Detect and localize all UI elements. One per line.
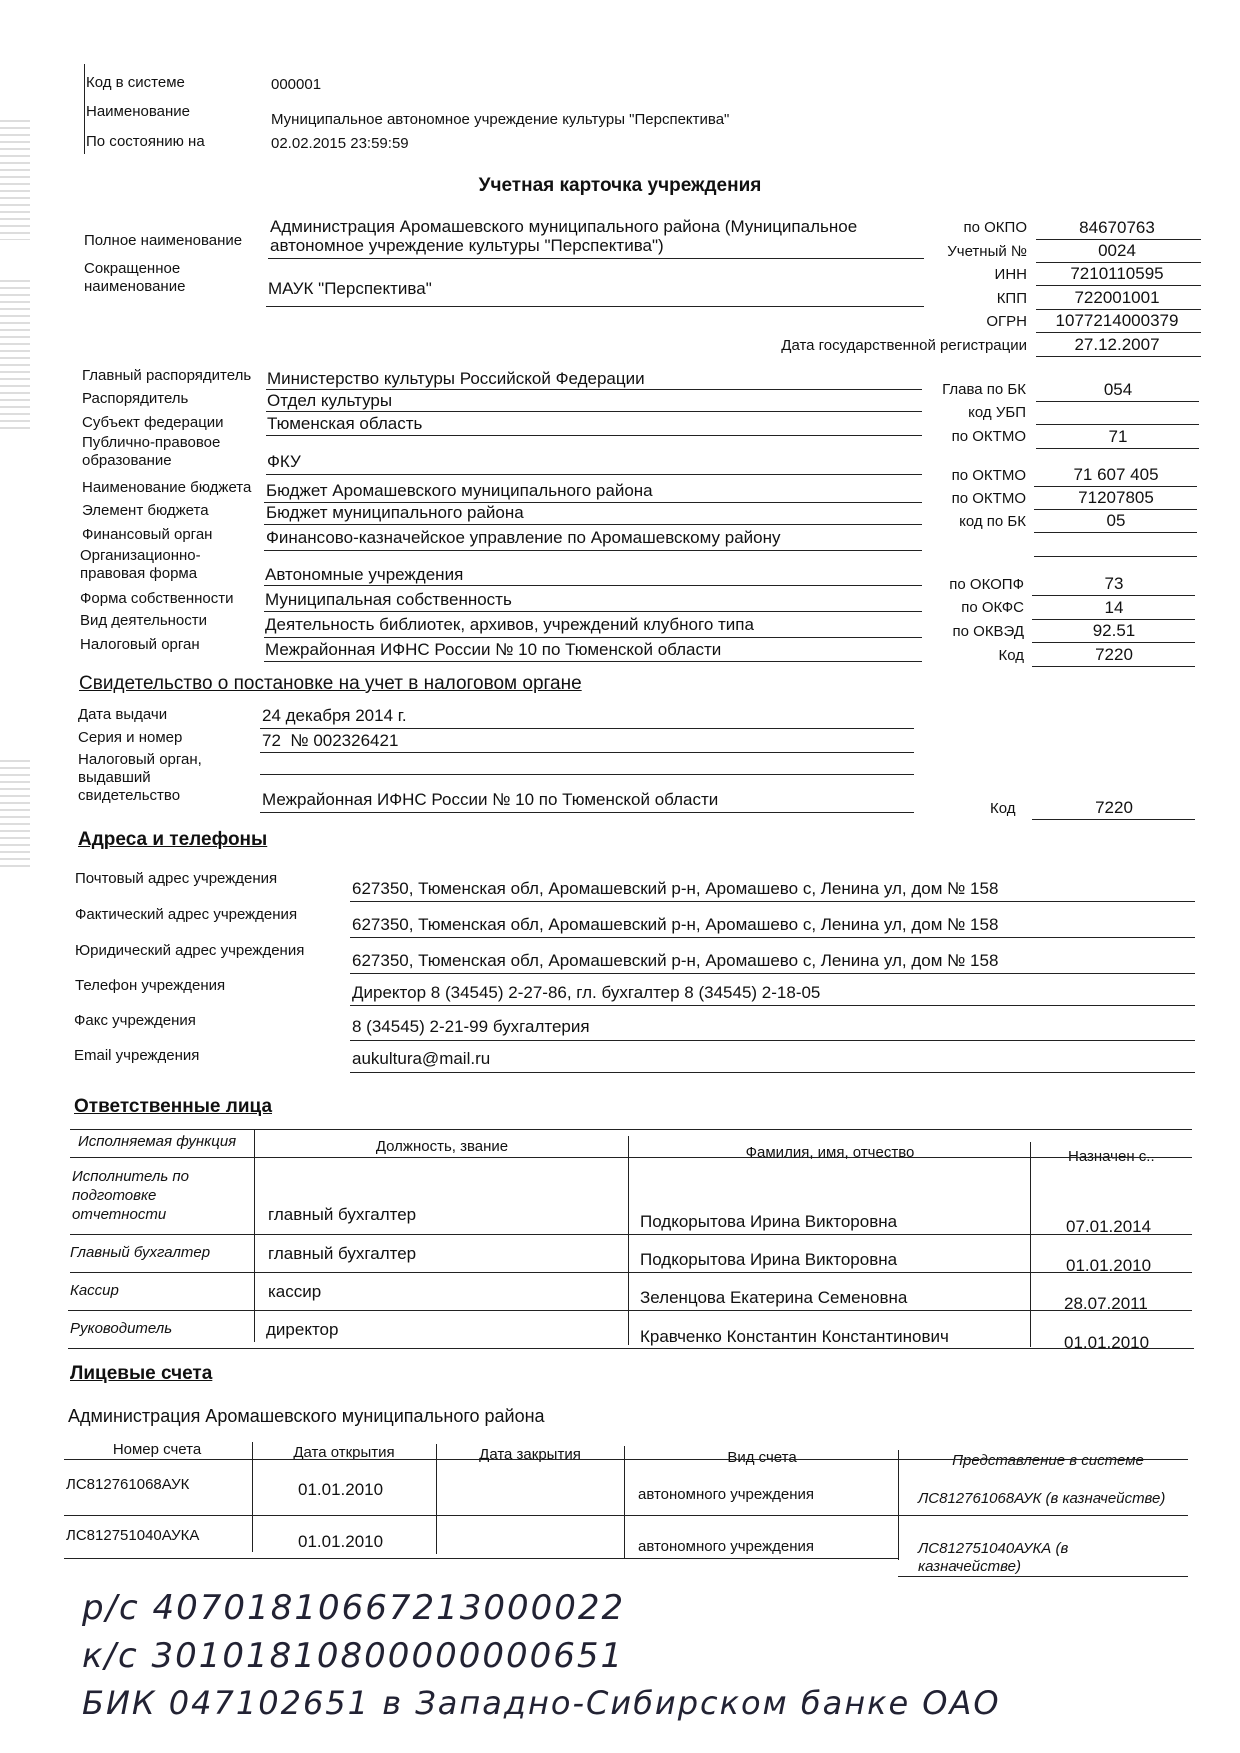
cert-date-value: 24 декабря 2014 г. (262, 706, 407, 725)
short-name-label-2: наименование (84, 278, 186, 295)
person-row3: Зеленцова Екатерина Семеновна (640, 1288, 908, 1307)
oktmo-2-value: 71 607 405 (1073, 465, 1159, 484)
phone-value: Директор 8 (34545) 2-27-86, гл. бухгалтер 8 (34545) 2-18-05 (352, 983, 821, 1002)
okfs-line (1032, 619, 1195, 620)
fax-label: Факс учреждения (74, 1012, 196, 1029)
accounts-heading: Лицевые счета (70, 1363, 213, 1384)
registration-date-value: 27.12.2007 (1074, 335, 1160, 354)
okfs-value: 14 (1104, 598, 1124, 617)
legal-form-label-2: правовая форма (80, 565, 198, 582)
responsible-col-sep-2 (628, 1136, 629, 1345)
kpp-label: КПП (996, 290, 1027, 307)
okfs-label: по ОКФС (961, 599, 1024, 616)
postal-address-value: 627350, Тюменская обл, Аромашевский р-н, Аромашево с, Ленина ул, дом № 158 (352, 879, 999, 898)
account-row2-opened: 01.01.2010 (298, 1532, 384, 1551)
chief-manager-label: Главный распорядитель (82, 367, 252, 384)
tax-code-line (1032, 666, 1195, 667)
responsible-row1-line (70, 1234, 1192, 1235)
email-line (350, 1072, 1195, 1073)
public-entity-label: Публично-правовое (82, 434, 221, 451)
public-entity-value: ФКУ (267, 452, 301, 471)
ubp-label: код УБП (968, 404, 1026, 421)
accounts-col-sep-4 (898, 1450, 899, 1560)
full-name-label: Полное наименование (84, 232, 243, 249)
cert-issuer-label-2: выдавший (78, 769, 151, 786)
short-name-label: Сокращенное (84, 260, 181, 277)
public-entity-label-2: образование (82, 452, 172, 469)
addresses-heading: Адреса и телефоны (78, 829, 268, 850)
col-person: Фамилия, имя, отчество (745, 1144, 915, 1161)
short-name-underline (266, 306, 924, 307)
cert-date-line (260, 728, 914, 729)
subject-label: Субъект федерации (82, 414, 224, 431)
manager-value: Отдел культуры (267, 391, 393, 410)
ubp-line (1036, 424, 1199, 425)
email-value[interactable]: aukultura@mail.ru (352, 1049, 491, 1068)
fax-value: 8 (34545) 2-21-99 бухгалтерия (352, 1017, 590, 1036)
fax-line (350, 1040, 1195, 1041)
inn-label: ИНН (994, 266, 1027, 283)
code-label: Код в системе (86, 74, 185, 91)
cert-code-label: Код (990, 800, 1016, 817)
activity-line (264, 637, 922, 638)
tax-authority-label: Налоговый орган (80, 636, 200, 653)
account-row1-number: ЛС812761068АУК (66, 1476, 190, 1493)
person-row4: Кравченко Константин Константинович (640, 1327, 949, 1346)
account-row2-repr-line2: казначействе) (918, 1558, 1021, 1575)
budget-name-label: Наименование бюджета (82, 479, 252, 496)
since-row2: 01.01.2010 (1066, 1256, 1152, 1275)
responsible-table-top (70, 1129, 1192, 1130)
inn-value: 7210110595 (1070, 264, 1164, 283)
inn-line (1036, 285, 1201, 286)
accounts-header-line (64, 1459, 1188, 1460)
bk-code-value: 05 (1106, 511, 1126, 530)
accounts-col-sep-2 (436, 1444, 437, 1554)
short-name-value: МАУК "Перспектива" (268, 279, 432, 298)
function-row3: Кассир (70, 1282, 119, 1299)
postal-address-label: Почтовый адрес учреждения (75, 870, 278, 887)
actual-address-label: Фактический адрес учреждения (75, 906, 298, 923)
responsible-header-line (70, 1157, 1192, 1158)
subject-value: Тюменская область (267, 414, 423, 433)
cert-issuer-line-top (260, 774, 914, 775)
tax-authority-value: Межрайонная ИФНС России № 10 по Тюменской области (265, 640, 722, 659)
activity-label: Вид деятельности (80, 612, 208, 629)
responsible-col-sep-3 (1030, 1142, 1031, 1347)
oktmo-1-value: 71 (1108, 427, 1128, 446)
ogrn-label: ОГРН (986, 313, 1027, 330)
accounts-row2-line (64, 1558, 898, 1559)
tax-code-label: Код (998, 647, 1024, 664)
col-open-date: Дата открытия (293, 1444, 395, 1461)
scan-artifact (0, 280, 30, 430)
name-value: Муниципальное автономное учреждение культуры "Перспектива" (271, 111, 730, 128)
scan-artifact (0, 760, 30, 870)
ownership-label: Форма собственности (80, 590, 234, 607)
finance-body-label: Финансовый орган (82, 526, 213, 543)
position-row1: главный бухгалтер (268, 1205, 417, 1224)
okopf-label: по ОКОПФ (949, 576, 1024, 593)
function-row1-line3: отчетности (72, 1206, 167, 1223)
accounts-row1-line (64, 1515, 1188, 1516)
certificate-heading: Свидетельство о постановке на учет в налоговом органе (79, 673, 582, 694)
account-row2-number: ЛС812751040АУКА (66, 1527, 200, 1544)
budget-element-label: Элемент бюджета (82, 502, 209, 519)
ogrn-value: 1077214000379 (1055, 311, 1179, 330)
manager-line (266, 411, 922, 412)
accounts-row2-line-right (898, 1576, 1188, 1577)
header-border (84, 64, 85, 154)
registration-date-label: Дата государственной регистрации (781, 337, 1027, 354)
person-row1: Подкорытова Ирина Викторовна (640, 1212, 898, 1231)
phone-line (350, 1005, 1195, 1006)
oktmo-1-line (1036, 448, 1199, 449)
okpo-line (1036, 239, 1201, 240)
kpp-line (1036, 309, 1201, 310)
budget-name-value: Бюджет Аромашевского муниципального района (266, 481, 653, 500)
legal-form-value: Автономные учреждения (265, 565, 464, 584)
accounts-col-sep-1 (252, 1442, 253, 1552)
actual-address-line (350, 937, 1195, 938)
cert-series-line (260, 752, 914, 753)
subject-line (266, 435, 922, 436)
name-label: Наименование (86, 103, 190, 120)
account-row1-opened: 01.01.2010 (298, 1480, 384, 1499)
blank-code-line (1034, 556, 1197, 557)
okved-value: 92.51 (1092, 621, 1136, 640)
col-account-type: Вид счета (727, 1449, 797, 1466)
oktmo-2-line (1034, 486, 1197, 487)
legal-form-label: Организационно- (80, 547, 201, 564)
cert-code-line (1032, 819, 1195, 820)
since-row4: 01.01.2010 (1064, 1333, 1150, 1352)
account-no-line (1036, 262, 1201, 263)
finance-body-value: Финансово-казначейское управление по Аромашевскому району (266, 528, 781, 547)
okopf-value: 73 (1104, 574, 1124, 593)
handwritten-bik: БИК 047102651 в Западно-Сибирском банке ОАО (82, 1684, 1001, 1722)
position-row3: кассир (268, 1282, 322, 1301)
oktmo-2-label: по ОКТМО (951, 467, 1026, 484)
responsible-row2-line (70, 1272, 1192, 1273)
okopf-line (1032, 595, 1195, 596)
ownership-line (264, 611, 922, 612)
function-row1-line2: подготовке (72, 1187, 157, 1204)
bk-code-label: код по БК (959, 513, 1026, 530)
head-bk-label: Глава по БК (942, 381, 1026, 398)
handwritten-correspondent-account: к/с 30101810800000000651 (82, 1636, 625, 1676)
head-bk-value: 054 (1103, 380, 1133, 399)
state-label: По состоянию на (86, 133, 205, 150)
tax-authority-line (264, 661, 922, 662)
budget-element-line (264, 524, 922, 525)
handwritten-settlement-account: р/с 40701810667213000022 (82, 1588, 626, 1628)
cert-issuer-line (260, 812, 914, 813)
head-bk-line (1036, 401, 1199, 402)
cert-code-value: 7220 (1095, 798, 1133, 817)
since-row1: 07.01.2014 (1066, 1217, 1152, 1236)
col-since: Назначен с.. (1068, 1148, 1155, 1165)
col-position: Должность, звание (375, 1138, 509, 1155)
cert-series-value: 72 № 002326421 (262, 731, 399, 750)
oktmo-3-line (1034, 509, 1197, 510)
bk-code-line (1034, 532, 1197, 533)
account-row2-repr-line1: ЛС812751040АУКА (в (918, 1540, 1069, 1557)
oktmo-1-label: по ОКТМО (951, 428, 1026, 445)
col-account-number: Номер счета (112, 1441, 202, 1458)
account-no-value: 0024 (1098, 241, 1136, 260)
responsible-row3-line (68, 1310, 1192, 1311)
state-value: 02.02.2015 23:59:59 (271, 135, 409, 152)
accounts-col-sep-3 (624, 1446, 625, 1558)
responsible-heading: Ответственные лица (74, 1096, 273, 1117)
oktmo-3-label: по ОКТМО (951, 490, 1026, 507)
phone-label: Телефон учреждения (75, 977, 226, 994)
okved-line (1032, 642, 1195, 643)
public-entity-line (266, 474, 922, 475)
actual-address-value: 627350, Тюменская обл, Аромашевский р-н, Аромашево с, Ленина ул, дом № 158 (352, 915, 999, 934)
full-name-line1: Администрация Аромашевского муниципального района (Муниципальное (270, 217, 858, 236)
okpo-value: 84670763 (1079, 218, 1155, 237)
function-row1-line1: Исполнитель по (72, 1168, 190, 1185)
code-value: 000001 (271, 76, 322, 93)
postal-address-line (350, 901, 1195, 902)
activity-value: Деятельность библиотек, архивов, учреждений клубного типа (265, 615, 754, 634)
col-representation: Представление в системе (952, 1452, 1144, 1469)
since-row3: 28.07.2011 (1064, 1294, 1148, 1313)
kpp-value: 722001001 (1074, 288, 1160, 307)
okpo-label: по ОКПО (963, 219, 1027, 236)
legal-form-line (264, 585, 922, 586)
col-close-date: Дата закрытия (479, 1446, 581, 1463)
budget-element-value: Бюджет муниципального района (266, 503, 524, 522)
accounts-subheading: Администрация Аромашевского муниципального района (68, 1406, 545, 1426)
col-function: Исполняемая функция (78, 1133, 237, 1150)
tax-code-value: 7220 (1095, 645, 1133, 664)
cert-date-label: Дата выдачи (78, 706, 168, 723)
chief-manager-line (266, 389, 922, 390)
person-row2: Подкорытова Ирина Викторовна (640, 1250, 898, 1269)
okved-label: по ОКВЭД (952, 623, 1024, 640)
account-row1-type: автономного учреждения (638, 1486, 814, 1503)
position-row2: главный бухгалтер (268, 1244, 417, 1263)
full-name-underline (268, 258, 924, 259)
registration-date-line (1036, 356, 1201, 357)
full-name-line2: автономное учреждение культуры "Перспектива") (270, 236, 664, 255)
page-title: Учетная карточка учреждения (478, 175, 762, 196)
ownership-value: Муниципальная собственность (265, 590, 512, 609)
responsible-row4-line (68, 1348, 1194, 1349)
legal-address-label: Юридический адрес учреждения (75, 942, 305, 959)
legal-address-line (350, 973, 1195, 974)
account-no-label: Учетный № (947, 243, 1027, 260)
chief-manager-value: Министерство культуры Российской Федерации (267, 369, 645, 388)
function-row4: Руководитель (70, 1320, 173, 1337)
account-row2-type: автономного учреждения (638, 1538, 814, 1555)
cert-issuer-label: Налоговый орган, (78, 751, 202, 768)
ogrn-line (1036, 332, 1201, 333)
legal-address-value: 627350, Тюменская обл, Аромашевский р-н, Аромашево с, Ленина ул, дом № 158 (352, 951, 999, 970)
manager-label: Распорядитель (82, 390, 189, 407)
cert-issuer-label-3: свидетельство (78, 787, 181, 804)
position-row4: директор (266, 1320, 339, 1339)
oktmo-3-value: 71207805 (1078, 488, 1154, 507)
email-label: Email учреждения (74, 1047, 200, 1064)
account-row1-repr: ЛС812761068АУК (в казначействе) (918, 1490, 1166, 1507)
function-row2: Главный бухгалтер (70, 1244, 211, 1261)
cert-series-label: Серия и номер (78, 729, 183, 746)
cert-issuer-value: Межрайонная ИФНС России № 10 по Тюменской области (262, 790, 719, 809)
finance-body-line (264, 550, 922, 551)
